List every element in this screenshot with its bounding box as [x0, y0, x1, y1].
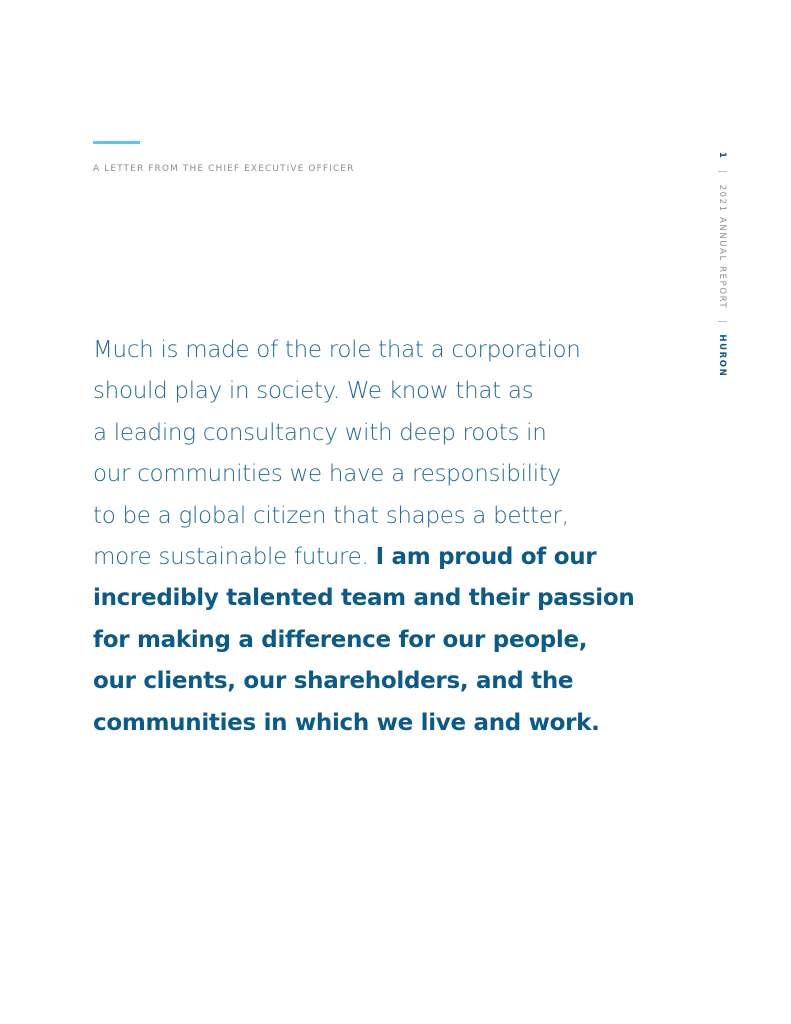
quote-line-light-part: more sustainable future.	[93, 544, 369, 571]
quote-line: Much is made of the role that a corporation	[93, 337, 581, 363]
ceo-letter-quote	[93, 330, 693, 744]
accent-rule	[93, 141, 140, 144]
brand-name: HURON	[717, 334, 727, 378]
quote-emphasis-line: our clients, our shareholders, and the	[93, 668, 574, 695]
quote-emphasis-start: I am proud of our	[375, 544, 597, 571]
quote-line: to be a global citizen that shapes a better,	[93, 502, 569, 529]
quote-line-mixed	[93, 537, 693, 578]
quote-line: a leading consultancy with deep roots in	[93, 419, 547, 446]
running-head-separator: |	[717, 169, 727, 175]
quote-emphasis-line: communities in which we live and work.	[93, 709, 600, 736]
running-head-separator: |	[717, 319, 727, 325]
page-number: 1	[717, 152, 727, 160]
quote-emphasis-line: for making a difference for our people,	[93, 626, 588, 653]
running-head	[717, 152, 727, 377]
section-label: A LETTER FROM THE CHIEF EXECUTIVE OFFICER	[93, 164, 355, 174]
report-title: 2021 ANNUAL REPORT	[717, 184, 727, 310]
quote-line: should play in society. We know that as	[93, 378, 534, 405]
quote-line: our communities we have a responsibility	[93, 461, 561, 488]
quote-emphasis-line: incredibly talented team and their passion	[93, 585, 635, 612]
